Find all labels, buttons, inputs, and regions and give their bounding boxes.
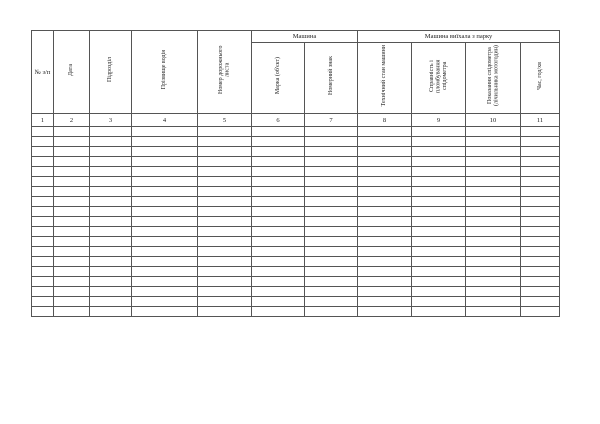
blank-cell xyxy=(521,307,560,317)
blank-cell xyxy=(132,187,198,197)
table-row xyxy=(32,217,560,227)
blank-cell xyxy=(305,127,358,137)
column-number: 3 xyxy=(90,114,132,127)
blank-cell xyxy=(90,277,132,287)
header-row-number xyxy=(32,31,54,114)
blank-cell xyxy=(198,167,252,177)
blank-cell xyxy=(521,157,560,167)
blank-cell xyxy=(305,187,358,197)
blank-cell xyxy=(132,237,198,247)
blank-cell xyxy=(198,157,252,167)
blank-cell xyxy=(90,147,132,157)
blank-cell xyxy=(132,207,198,217)
blank-cell xyxy=(198,187,252,197)
blank-cell xyxy=(412,177,466,187)
table-row xyxy=(32,177,560,187)
log-body xyxy=(32,127,560,317)
blank-cell xyxy=(132,157,198,167)
header-label: Технічний стан машини xyxy=(381,44,388,107)
blank-cell xyxy=(198,147,252,157)
column-number: 5 xyxy=(198,114,252,127)
blank-cell xyxy=(32,217,54,227)
blank-cell xyxy=(252,217,305,227)
blank-cell xyxy=(412,247,466,257)
blank-cell xyxy=(198,177,252,187)
blank-cell xyxy=(305,237,358,247)
blank-cell xyxy=(305,177,358,187)
table-row xyxy=(32,267,560,277)
blank-cell xyxy=(252,157,305,167)
blank-cell xyxy=(466,177,521,187)
blank-cell xyxy=(305,197,358,207)
blank-cell xyxy=(358,177,412,187)
blank-cell xyxy=(90,267,132,277)
table-row xyxy=(32,247,560,257)
blank-cell xyxy=(521,197,560,207)
header-waybill-number xyxy=(198,31,252,114)
blank-cell xyxy=(358,187,412,197)
table-row xyxy=(32,297,560,307)
blank-cell xyxy=(252,177,305,187)
blank-cell xyxy=(90,297,132,307)
blank-cell xyxy=(466,237,521,247)
table-row xyxy=(32,307,560,317)
blank-cell xyxy=(198,137,252,147)
blank-cell xyxy=(198,257,252,267)
blank-cell xyxy=(54,187,90,197)
blank-cell xyxy=(466,167,521,177)
blank-cell xyxy=(132,307,198,317)
blank-cell xyxy=(466,227,521,237)
blank-cell xyxy=(466,157,521,167)
blank-cell xyxy=(198,127,252,137)
header-make xyxy=(252,43,305,114)
blank-cell xyxy=(90,217,132,227)
header-label: № з/п xyxy=(34,68,51,76)
column-number: 8 xyxy=(358,114,412,127)
blank-cell xyxy=(252,287,305,297)
blank-cell xyxy=(32,277,54,287)
blank-cell xyxy=(521,247,560,257)
blank-cell xyxy=(252,237,305,247)
blank-cell xyxy=(412,277,466,287)
blank-cell xyxy=(252,207,305,217)
blank-cell xyxy=(32,287,54,297)
blank-cell xyxy=(132,227,198,237)
blank-cell xyxy=(521,277,560,287)
blank-cell xyxy=(54,157,90,167)
table-row xyxy=(32,237,560,247)
blank-cell xyxy=(521,137,560,147)
column-number: 10 xyxy=(466,114,521,127)
blank-cell xyxy=(412,187,466,197)
blank-cell xyxy=(54,267,90,277)
column-number-row xyxy=(32,114,560,127)
blank-cell xyxy=(521,127,560,137)
blank-cell xyxy=(198,287,252,297)
journal-sheet xyxy=(31,30,559,317)
blank-cell xyxy=(90,247,132,257)
blank-cell xyxy=(90,187,132,197)
blank-cell xyxy=(412,147,466,157)
blank-cell xyxy=(466,267,521,277)
blank-cell xyxy=(54,277,90,287)
blank-cell xyxy=(521,207,560,217)
blank-cell xyxy=(466,147,521,157)
blank-cell xyxy=(198,217,252,227)
blank-cell xyxy=(90,157,132,167)
blank-cell xyxy=(198,267,252,277)
blank-cell xyxy=(358,307,412,317)
blank-cell xyxy=(521,237,560,247)
blank-cell xyxy=(521,177,560,187)
blank-cell xyxy=(32,207,54,217)
blank-cell xyxy=(132,147,198,157)
header-time xyxy=(521,43,560,114)
blank-cell xyxy=(305,147,358,157)
blank-cell xyxy=(466,297,521,307)
table-row xyxy=(32,147,560,157)
blank-cell xyxy=(412,157,466,167)
header-speedometer-seal xyxy=(412,43,466,114)
blank-cell xyxy=(252,187,305,197)
blank-cell xyxy=(90,197,132,207)
blank-cell xyxy=(412,267,466,277)
blank-cell xyxy=(252,227,305,237)
blank-cell xyxy=(358,147,412,157)
blank-cell xyxy=(412,307,466,317)
blank-cell xyxy=(358,167,412,177)
blank-cell xyxy=(252,257,305,267)
blank-cell xyxy=(90,167,132,177)
blank-cell xyxy=(412,287,466,297)
blank-cell xyxy=(90,177,132,187)
blank-cell xyxy=(412,297,466,307)
blank-cell xyxy=(305,217,358,227)
blank-cell xyxy=(521,167,560,177)
blank-cell xyxy=(132,287,198,297)
blank-cell xyxy=(466,137,521,147)
column-number: 1 xyxy=(32,114,54,127)
blank-cell xyxy=(132,177,198,187)
blank-cell xyxy=(358,227,412,237)
header-label: Номер дорожнього листа xyxy=(218,45,231,94)
blank-cell xyxy=(54,207,90,217)
blank-cell xyxy=(132,297,198,307)
blank-cell xyxy=(252,147,305,157)
blank-cell xyxy=(54,167,90,177)
blank-cell xyxy=(466,187,521,197)
blank-cell xyxy=(521,227,560,237)
header-unit xyxy=(90,31,132,114)
blank-cell xyxy=(252,127,305,137)
blank-cell xyxy=(305,297,358,307)
header-driver-surname xyxy=(132,31,198,114)
blank-cell xyxy=(358,287,412,297)
group-departure: Машина виїхала з парку xyxy=(358,31,560,43)
blank-cell xyxy=(90,257,132,267)
blank-cell xyxy=(90,137,132,147)
blank-cell xyxy=(252,297,305,307)
blank-cell xyxy=(54,307,90,317)
blank-cell xyxy=(412,127,466,137)
blank-cell xyxy=(198,247,252,257)
blank-cell xyxy=(198,297,252,307)
blank-cell xyxy=(521,147,560,157)
blank-cell xyxy=(305,277,358,287)
blank-cell xyxy=(54,217,90,227)
column-number: 2 xyxy=(54,114,90,127)
header-speedometer-reading xyxy=(466,43,521,114)
blank-cell xyxy=(54,287,90,297)
blank-cell xyxy=(358,127,412,137)
blank-cell xyxy=(32,267,54,277)
blank-cell xyxy=(305,137,358,147)
header-technical-condition xyxy=(358,43,412,114)
blank-cell xyxy=(305,287,358,297)
header-label: Марка (об'єкт) xyxy=(274,56,281,95)
blank-cell xyxy=(252,247,305,257)
blank-cell xyxy=(305,307,358,317)
blank-cell xyxy=(412,197,466,207)
table-row xyxy=(32,187,560,197)
blank-cell xyxy=(54,237,90,247)
blank-cell xyxy=(32,147,54,157)
blank-cell xyxy=(90,237,132,247)
blank-cell xyxy=(54,197,90,207)
group-machine: Машина xyxy=(252,31,358,43)
blank-cell xyxy=(305,257,358,267)
table-row xyxy=(32,287,560,297)
blank-cell xyxy=(252,137,305,147)
blank-cell xyxy=(54,127,90,137)
blank-cell xyxy=(252,277,305,287)
blank-cell xyxy=(466,197,521,207)
header-plate-number xyxy=(305,43,358,114)
column-number: 9 xyxy=(412,114,466,127)
blank-cell xyxy=(32,167,54,177)
blank-cell xyxy=(305,157,358,167)
blank-cell xyxy=(54,137,90,147)
blank-cell xyxy=(90,227,132,237)
table-row xyxy=(32,167,560,177)
blank-cell xyxy=(358,197,412,207)
table-row xyxy=(32,227,560,237)
blank-cell xyxy=(358,157,412,167)
blank-cell xyxy=(466,307,521,317)
blank-cell xyxy=(198,237,252,247)
blank-cell xyxy=(466,257,521,267)
blank-cell xyxy=(90,287,132,297)
blank-cell xyxy=(32,297,54,307)
column-number: 4 xyxy=(132,114,198,127)
header-label: Номерний знак xyxy=(327,56,334,95)
blank-cell xyxy=(466,217,521,227)
table-row xyxy=(32,137,560,147)
blank-cell xyxy=(412,217,466,227)
blank-cell xyxy=(412,167,466,177)
column-number: 6 xyxy=(252,114,305,127)
header-date xyxy=(54,31,90,114)
column-number: 7 xyxy=(305,114,358,127)
blank-cell xyxy=(132,277,198,287)
column-number: 11 xyxy=(521,114,560,127)
blank-cell xyxy=(32,137,54,147)
group-header-row xyxy=(32,31,560,43)
blank-cell xyxy=(90,127,132,137)
blank-cell xyxy=(412,257,466,267)
blank-cell xyxy=(521,267,560,277)
table-row xyxy=(32,257,560,267)
blank-cell xyxy=(252,307,305,317)
blank-cell xyxy=(198,307,252,317)
blank-cell xyxy=(521,297,560,307)
blank-cell xyxy=(305,227,358,237)
blank-cell xyxy=(32,227,54,237)
table-row xyxy=(32,157,560,167)
blank-cell xyxy=(132,257,198,267)
table-row xyxy=(32,277,560,287)
blank-cell xyxy=(54,227,90,237)
blank-cell xyxy=(32,307,54,317)
header-label: Прізвище водія xyxy=(161,49,168,90)
header-label: Підрозділ xyxy=(107,56,114,83)
header-label: Справність і пломбування спідометра xyxy=(428,58,448,93)
blank-cell xyxy=(32,177,54,187)
blank-cell xyxy=(132,247,198,257)
blank-cell xyxy=(32,127,54,137)
blank-cell xyxy=(32,157,54,167)
blank-cell xyxy=(54,257,90,267)
blank-cell xyxy=(32,237,54,247)
blank-cell xyxy=(358,297,412,307)
blank-cell xyxy=(132,167,198,177)
blank-cell xyxy=(305,207,358,217)
blank-cell xyxy=(466,127,521,137)
blank-cell xyxy=(132,197,198,207)
blank-cell xyxy=(521,187,560,197)
blank-cell xyxy=(90,307,132,317)
table-row xyxy=(32,127,560,137)
blank-cell xyxy=(412,207,466,217)
blank-cell xyxy=(90,207,132,217)
table-row xyxy=(32,197,560,207)
blank-cell xyxy=(132,217,198,227)
blank-cell xyxy=(32,257,54,267)
blank-cell xyxy=(305,167,358,177)
blank-cell xyxy=(198,277,252,287)
blank-cell xyxy=(54,177,90,187)
blank-cell xyxy=(521,257,560,267)
blank-cell xyxy=(521,287,560,297)
blank-cell xyxy=(358,277,412,287)
blank-cell xyxy=(54,247,90,257)
blank-cell xyxy=(466,207,521,217)
blank-cell xyxy=(521,217,560,227)
blank-cell xyxy=(252,167,305,177)
blank-cell xyxy=(358,137,412,147)
blank-cell xyxy=(198,207,252,217)
blank-cell xyxy=(466,287,521,297)
blank-cell xyxy=(132,137,198,147)
header-label: Показання спідометра (лічильника мотогодин) xyxy=(486,45,500,106)
blank-cell xyxy=(305,247,358,257)
blank-cell xyxy=(358,207,412,217)
blank-cell xyxy=(198,227,252,237)
blank-cell xyxy=(32,187,54,197)
blank-cell xyxy=(412,227,466,237)
blank-cell xyxy=(54,297,90,307)
header-label: Дата xyxy=(68,64,75,76)
blank-cell xyxy=(305,267,358,277)
blank-cell xyxy=(412,137,466,147)
blank-cell xyxy=(358,257,412,267)
blank-cell xyxy=(358,237,412,247)
blank-cell xyxy=(132,267,198,277)
blank-cell xyxy=(132,127,198,137)
header-label: Час, год/хв xyxy=(536,61,543,90)
blank-cell xyxy=(358,267,412,277)
blank-cell xyxy=(54,147,90,157)
blank-cell xyxy=(32,197,54,207)
blank-cell xyxy=(358,217,412,227)
blank-cell xyxy=(466,247,521,257)
blank-cell xyxy=(32,247,54,257)
blank-cell xyxy=(198,197,252,207)
blank-cell xyxy=(412,237,466,247)
blank-cell xyxy=(252,197,305,207)
table-row xyxy=(32,207,560,217)
blank-cell xyxy=(466,277,521,287)
blank-cell xyxy=(358,247,412,257)
vehicle-departure-log-table xyxy=(31,30,560,317)
blank-cell xyxy=(252,267,305,277)
